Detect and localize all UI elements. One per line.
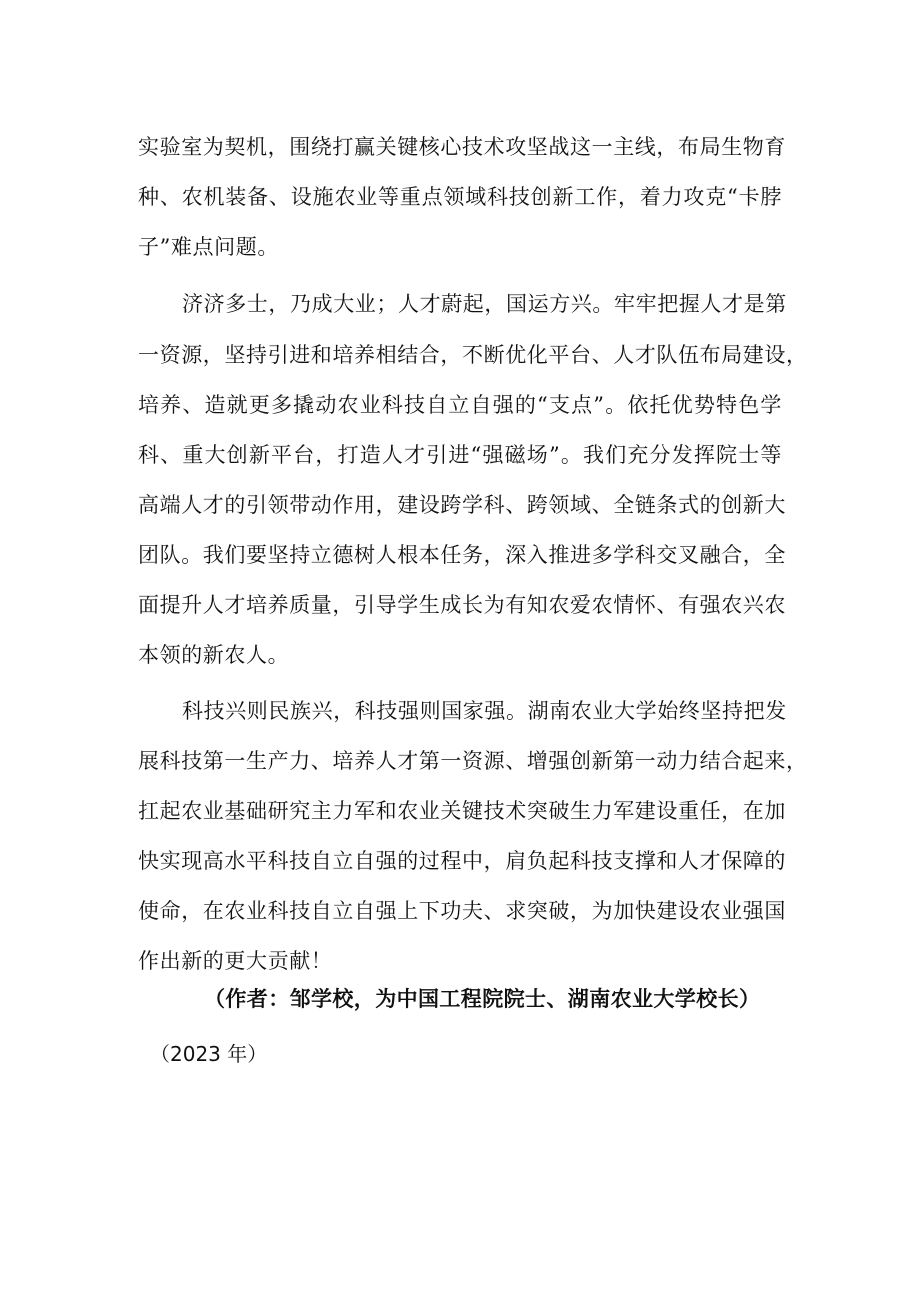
paragraph-2-line-3: 培养、造就更多撬动农业科技自立自强的“支点”。依托优势特色学 xyxy=(138,393,782,417)
publication-year: （2023 年） xyxy=(150,1042,268,1066)
paragraph-2-line-4: 科、重大创新平台，打造人才引进“强磁场”。我们充分发挥院士等 xyxy=(138,443,783,467)
paragraph-2-line-7: 面提升人才培养质量，引导学生成长为有知农爱农情怀、有强农兴农 xyxy=(138,593,786,617)
paragraph-2-line-8: 本领的新农人。 xyxy=(138,643,290,667)
paragraph-1-line-1: 实验室为契机，围绕打赢关键核心技术攻坚战这一主线，布局生物育 xyxy=(138,135,786,159)
paragraph-2-line-6: 团队。我们要坚持立德树人根本任务，深入推进多学科交叉融合，全 xyxy=(138,543,786,567)
paragraph-3-line-5: 使命，在农业科技自立自强上下功夫、求突破，为加快建设农业强国 xyxy=(138,899,786,923)
paragraph-1-line-3: 子”难点问题。 xyxy=(138,235,279,259)
paragraph-3-line-1: 科技兴则民族兴，科技强则国家强。湖南农业大学始终坚持把发 xyxy=(182,699,787,723)
paragraph-3-line-4: 快实现高水平科技自立自强的过程中，肩负起科技支撑和人才保障的 xyxy=(138,849,786,873)
paragraph-2-line-1: 济济多士，乃成大业；人才蔚起，国运方兴。牢牢把握人才是第 xyxy=(182,292,787,316)
author-byline: （作者：邹学校，为中国工程院院士、湖南农业大学校长） xyxy=(204,987,761,1011)
paragraph-3-line-6: 作出新的更大贡献！ xyxy=(138,949,333,973)
paragraph-3-line-2: 展科技第一生产力、培养人才第一资源、增强创新第一动力结合起来， xyxy=(138,749,808,773)
paragraph-2-line-5: 高端人才的引领带动作用，建设跨学科、跨领域、全链条式的创新大 xyxy=(138,493,786,517)
paragraph-2-line-2: 一资源，坚持引进和培养相结合，不断优化平台、人才队伍布局建设， xyxy=(138,343,808,367)
paragraph-3-line-3: 扛起农业基础研究主力军和农业关键技术突破生力军建设重任，在加 xyxy=(138,799,786,823)
paragraph-1-line-2: 种、农机装备、设施农业等重点领域科技创新工作，着力攻克“卡脖 xyxy=(138,185,782,209)
